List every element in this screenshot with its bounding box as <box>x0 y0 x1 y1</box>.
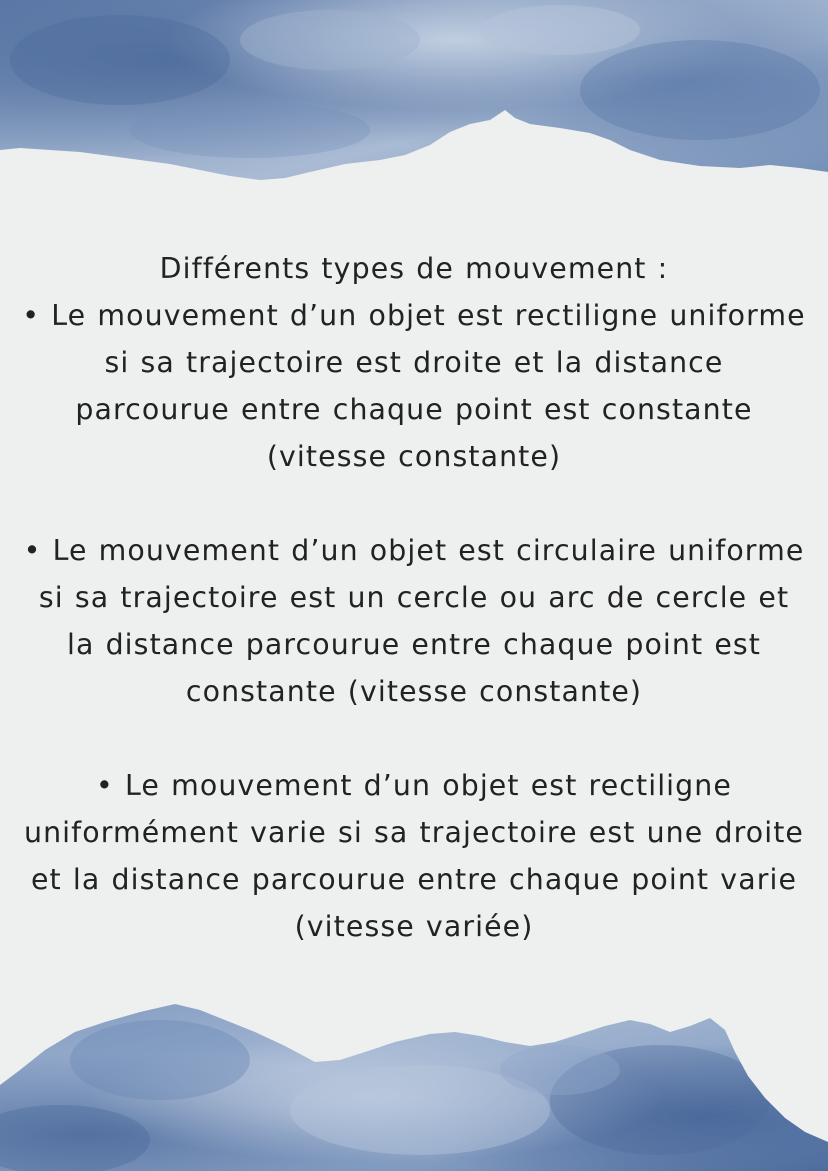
bottom-watercolor-decoration <box>0 990 828 1171</box>
paragraph-line: uniformément varie si sa trajectoire est une droite <box>24 816 804 849</box>
paragraph-line: • Le mouvement d’un objet est rectiligne uniforme <box>22 299 806 332</box>
paragraph-line: (vitesse constante) <box>266 440 562 473</box>
paragraph-spacer <box>0 715 828 762</box>
paragraph-line: si sa trajectoire est droite et la distance <box>104 346 724 379</box>
top-watercolor-decoration <box>0 0 828 200</box>
paragraph-rectiligne-varie <box>0 762 828 950</box>
paragraph-line: parcourue entre chaque point est constante <box>75 393 753 426</box>
paragraph-line: • Le mouvement d’un objet est rectiligne <box>96 769 732 802</box>
document-body <box>0 245 828 950</box>
paragraph-line: • Le mouvement d’un objet est circulaire uniforme <box>23 534 805 567</box>
paragraph-line: (vitesse variée) <box>294 910 534 943</box>
paragraph-rectiligne-uniforme <box>0 292 828 480</box>
paragraph-circulaire-uniforme <box>0 527 828 715</box>
paragraph-line: constante (vitesse constante) <box>185 675 643 708</box>
paragraph-spacer <box>0 480 828 527</box>
paragraph-line: la distance parcourue entre chaque point est <box>66 628 762 661</box>
paragraph-line: si sa trajectoire est un cercle ou arc de cercle et <box>38 581 790 614</box>
heading: Différents types de mouvement : <box>159 252 669 285</box>
paragraph-line: et la distance parcourue entre chaque point varie <box>30 863 798 896</box>
